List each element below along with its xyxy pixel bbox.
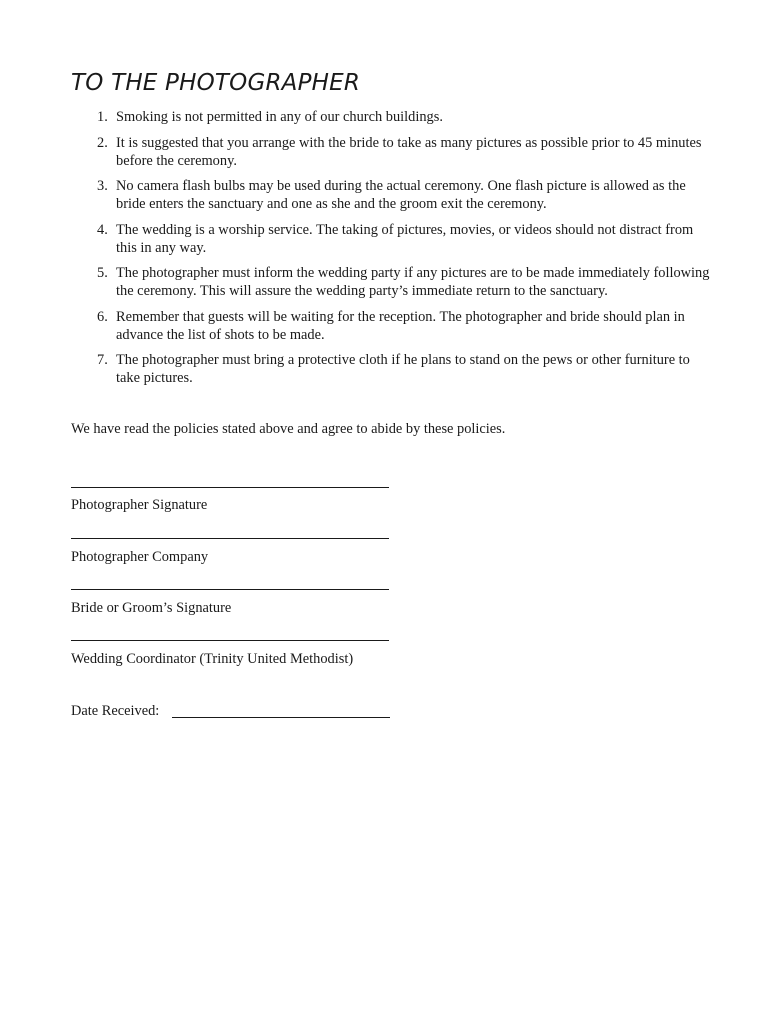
list-item-number: 5. [97,265,108,281]
photographer-company-label: Photographer Company [71,549,209,565]
bride-groom-signature-line[interactable] [71,589,389,590]
list-item-number: 1. [97,109,108,125]
date-received-label: Date Received: [71,703,160,719]
list-item [71,134,711,170]
rules-list [71,108,711,395]
list-item [71,177,711,213]
photographer-company-line[interactable] [71,538,389,539]
list-item-number: 2. [97,134,108,151]
bride-groom-signature-label: Bride or Groom’s Signature [71,600,232,616]
list-item [71,221,711,257]
list-item-text: Remember that guests will be waiting for the reception. The photographer and bride should plan in advance the list of shots to be made. [116,308,685,343]
list-item-number: 6. [97,308,108,325]
list-item [71,264,711,300]
list-item-number: 7. [97,352,108,368]
list-item [71,308,711,344]
photographer-signature-label: Photographer Signature [71,497,208,513]
list-item-number: 3. [97,178,108,194]
agreement-statement: We have read the policies stated above and agree to abide by these policies. [71,421,506,437]
list-item-text: The photographer must inform the wedding party if any pictures are to be made immediately following the ceremony. This will assure the wedding party’s immediate return to the sanctuary. [116,265,710,299]
list-item-text: The wedding is a worship service. The taking of pictures, movies, or videos should not distract from this in any way. [116,221,694,256]
list-item-text: The photographer must bring a protective cloth if he plans to stand on the pews or other furniture to take pictures. [116,352,690,386]
list-item-text: It is suggested that you arrange with the bride to take as many pictures as possible prior to 45 minutes before the ceremony. [116,134,702,169]
list-item [71,108,711,126]
list-item-number: 4. [97,221,108,238]
photographer-signature-line[interactable] [71,487,389,488]
wedding-coordinator-label: Wedding Coordinator (Trinity United Methodist) [71,651,354,667]
list-item-text: No camera flash bulbs may be used during the actual ceremony. One flash picture is allowed as the bride enters the sanctuary and one as she and the groom exit the ceremony. [116,178,686,212]
list-item-text: Smoking is not permitted in any of our church buildings. [116,109,443,125]
document-title: TO THE PHOTOGRAPHER [71,70,361,96]
date-received-line[interactable] [172,717,390,718]
wedding-coordinator-line[interactable] [71,640,389,641]
list-item [71,351,711,387]
